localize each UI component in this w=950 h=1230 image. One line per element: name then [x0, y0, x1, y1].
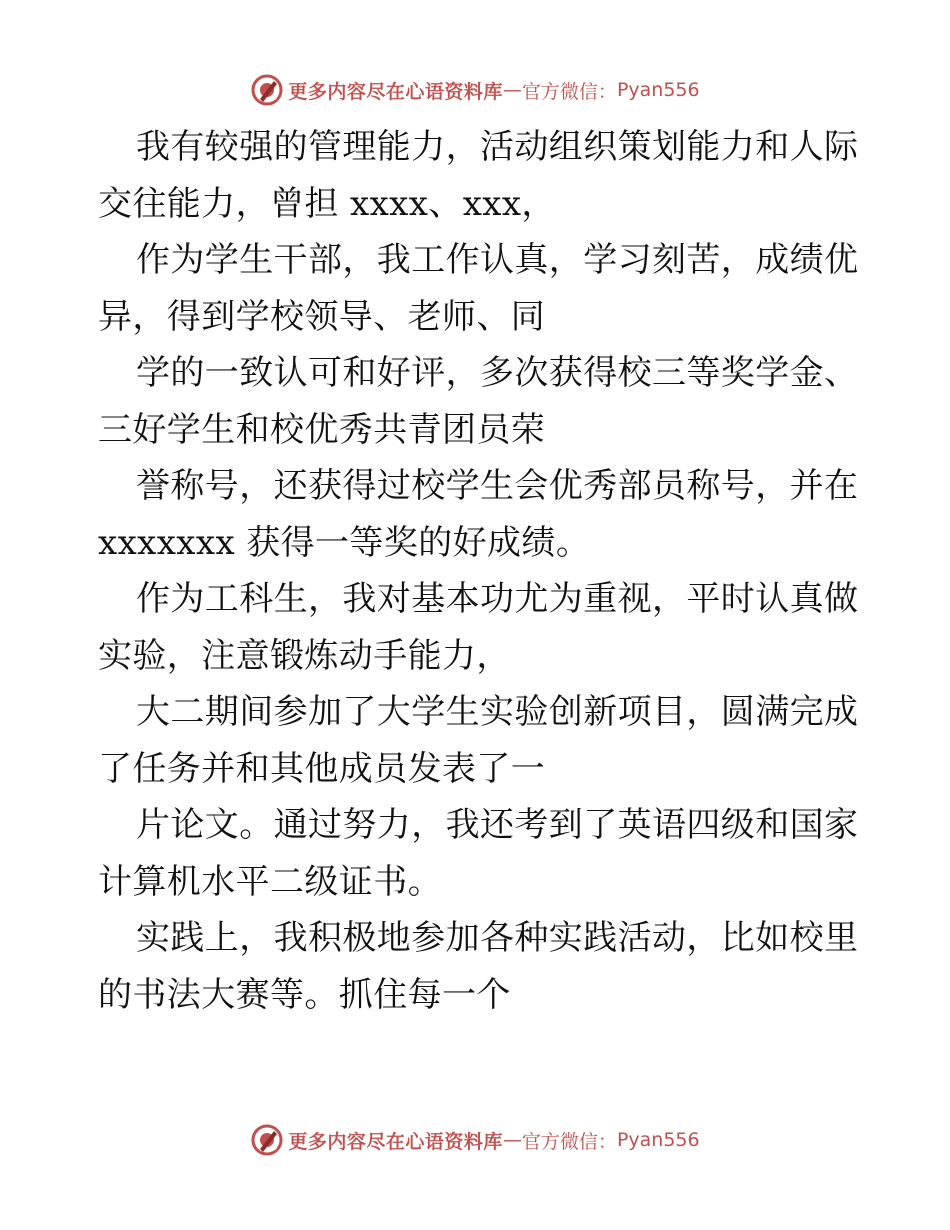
body-line-text: 了任务并和其他成员发表了一	[98, 748, 546, 789]
body-line	[98, 967, 858, 1024]
body-line-text: 作为学生干部，我工作认真，学习刻苦，成绩优	[136, 240, 859, 280]
body-line-text: 的书法大赛等。抓住每一个	[98, 974, 511, 1015]
body-line	[98, 232, 858, 289]
footer-wechat-label: 官方微信：	[521, 1130, 617, 1153]
body-line	[98, 741, 858, 798]
pen-nib-circle-logo-icon	[250, 1123, 284, 1157]
body-line-text: 计算机水平二级证书。	[98, 861, 442, 902]
body-line-text: 异，得到学校领导、老师、同	[98, 296, 546, 337]
body-line	[98, 458, 858, 515]
body-line	[98, 289, 858, 346]
body-line	[98, 176, 858, 233]
footer-wechat-id: Pyan556	[616, 1129, 700, 1151]
body-line-text: 片论文。通过努力，我还考到了英语四级和国家	[136, 805, 859, 845]
body-line	[98, 119, 858, 176]
header-dash: —	[502, 79, 522, 101]
body-line-text: 三好学生和校优秀共青团员荣	[98, 409, 546, 450]
body-line-text: 交往能力，曾担 xxxx、xxx，	[98, 183, 556, 224]
body-line-text: 大二期间参加了大学生实验创新项目，圆满完成	[136, 692, 859, 732]
header-wechat-label: 官方微信：	[521, 80, 617, 103]
body-line	[98, 797, 858, 854]
body-line-text: 我有较强的管理能力，活动组织策划能力和人际	[136, 127, 859, 167]
body-line-text: 作为工科生，我对基本功尤为重视，平时认真做	[136, 579, 859, 619]
header-banner	[0, 70, 950, 110]
footer-banner	[0, 1120, 950, 1160]
body-line	[98, 684, 858, 741]
header-brand-text: 更多内容尽在心语资料库	[288, 80, 503, 103]
footer-dash: —	[502, 1129, 522, 1151]
body-line-text: 实践上，我积极地参加各种实践活动，比如校里	[136, 918, 859, 958]
body-line	[98, 402, 858, 459]
body-line-text: 誉称号，还获得过校学生会优秀部员称号，并在	[136, 466, 859, 506]
header-wechat-id: Pyan556	[616, 79, 700, 101]
body-line	[98, 854, 858, 911]
body-line	[98, 571, 858, 628]
body-line-text: xxxxxxx 获得一等奖的好成绩。	[98, 522, 591, 563]
body-line-text: 学的一致认可和好评，多次获得校三等奖学金、	[136, 353, 859, 393]
footer-brand-text: 更多内容尽在心语资料库	[288, 1130, 503, 1153]
pen-nib-circle-logo-icon	[250, 73, 284, 107]
body-line	[98, 910, 858, 967]
body-line-text: 实验，注意锻炼动手能力，	[98, 635, 511, 676]
body-line	[98, 515, 858, 572]
body-line	[98, 345, 858, 402]
body-line	[98, 628, 858, 685]
document-body	[98, 119, 858, 1023]
